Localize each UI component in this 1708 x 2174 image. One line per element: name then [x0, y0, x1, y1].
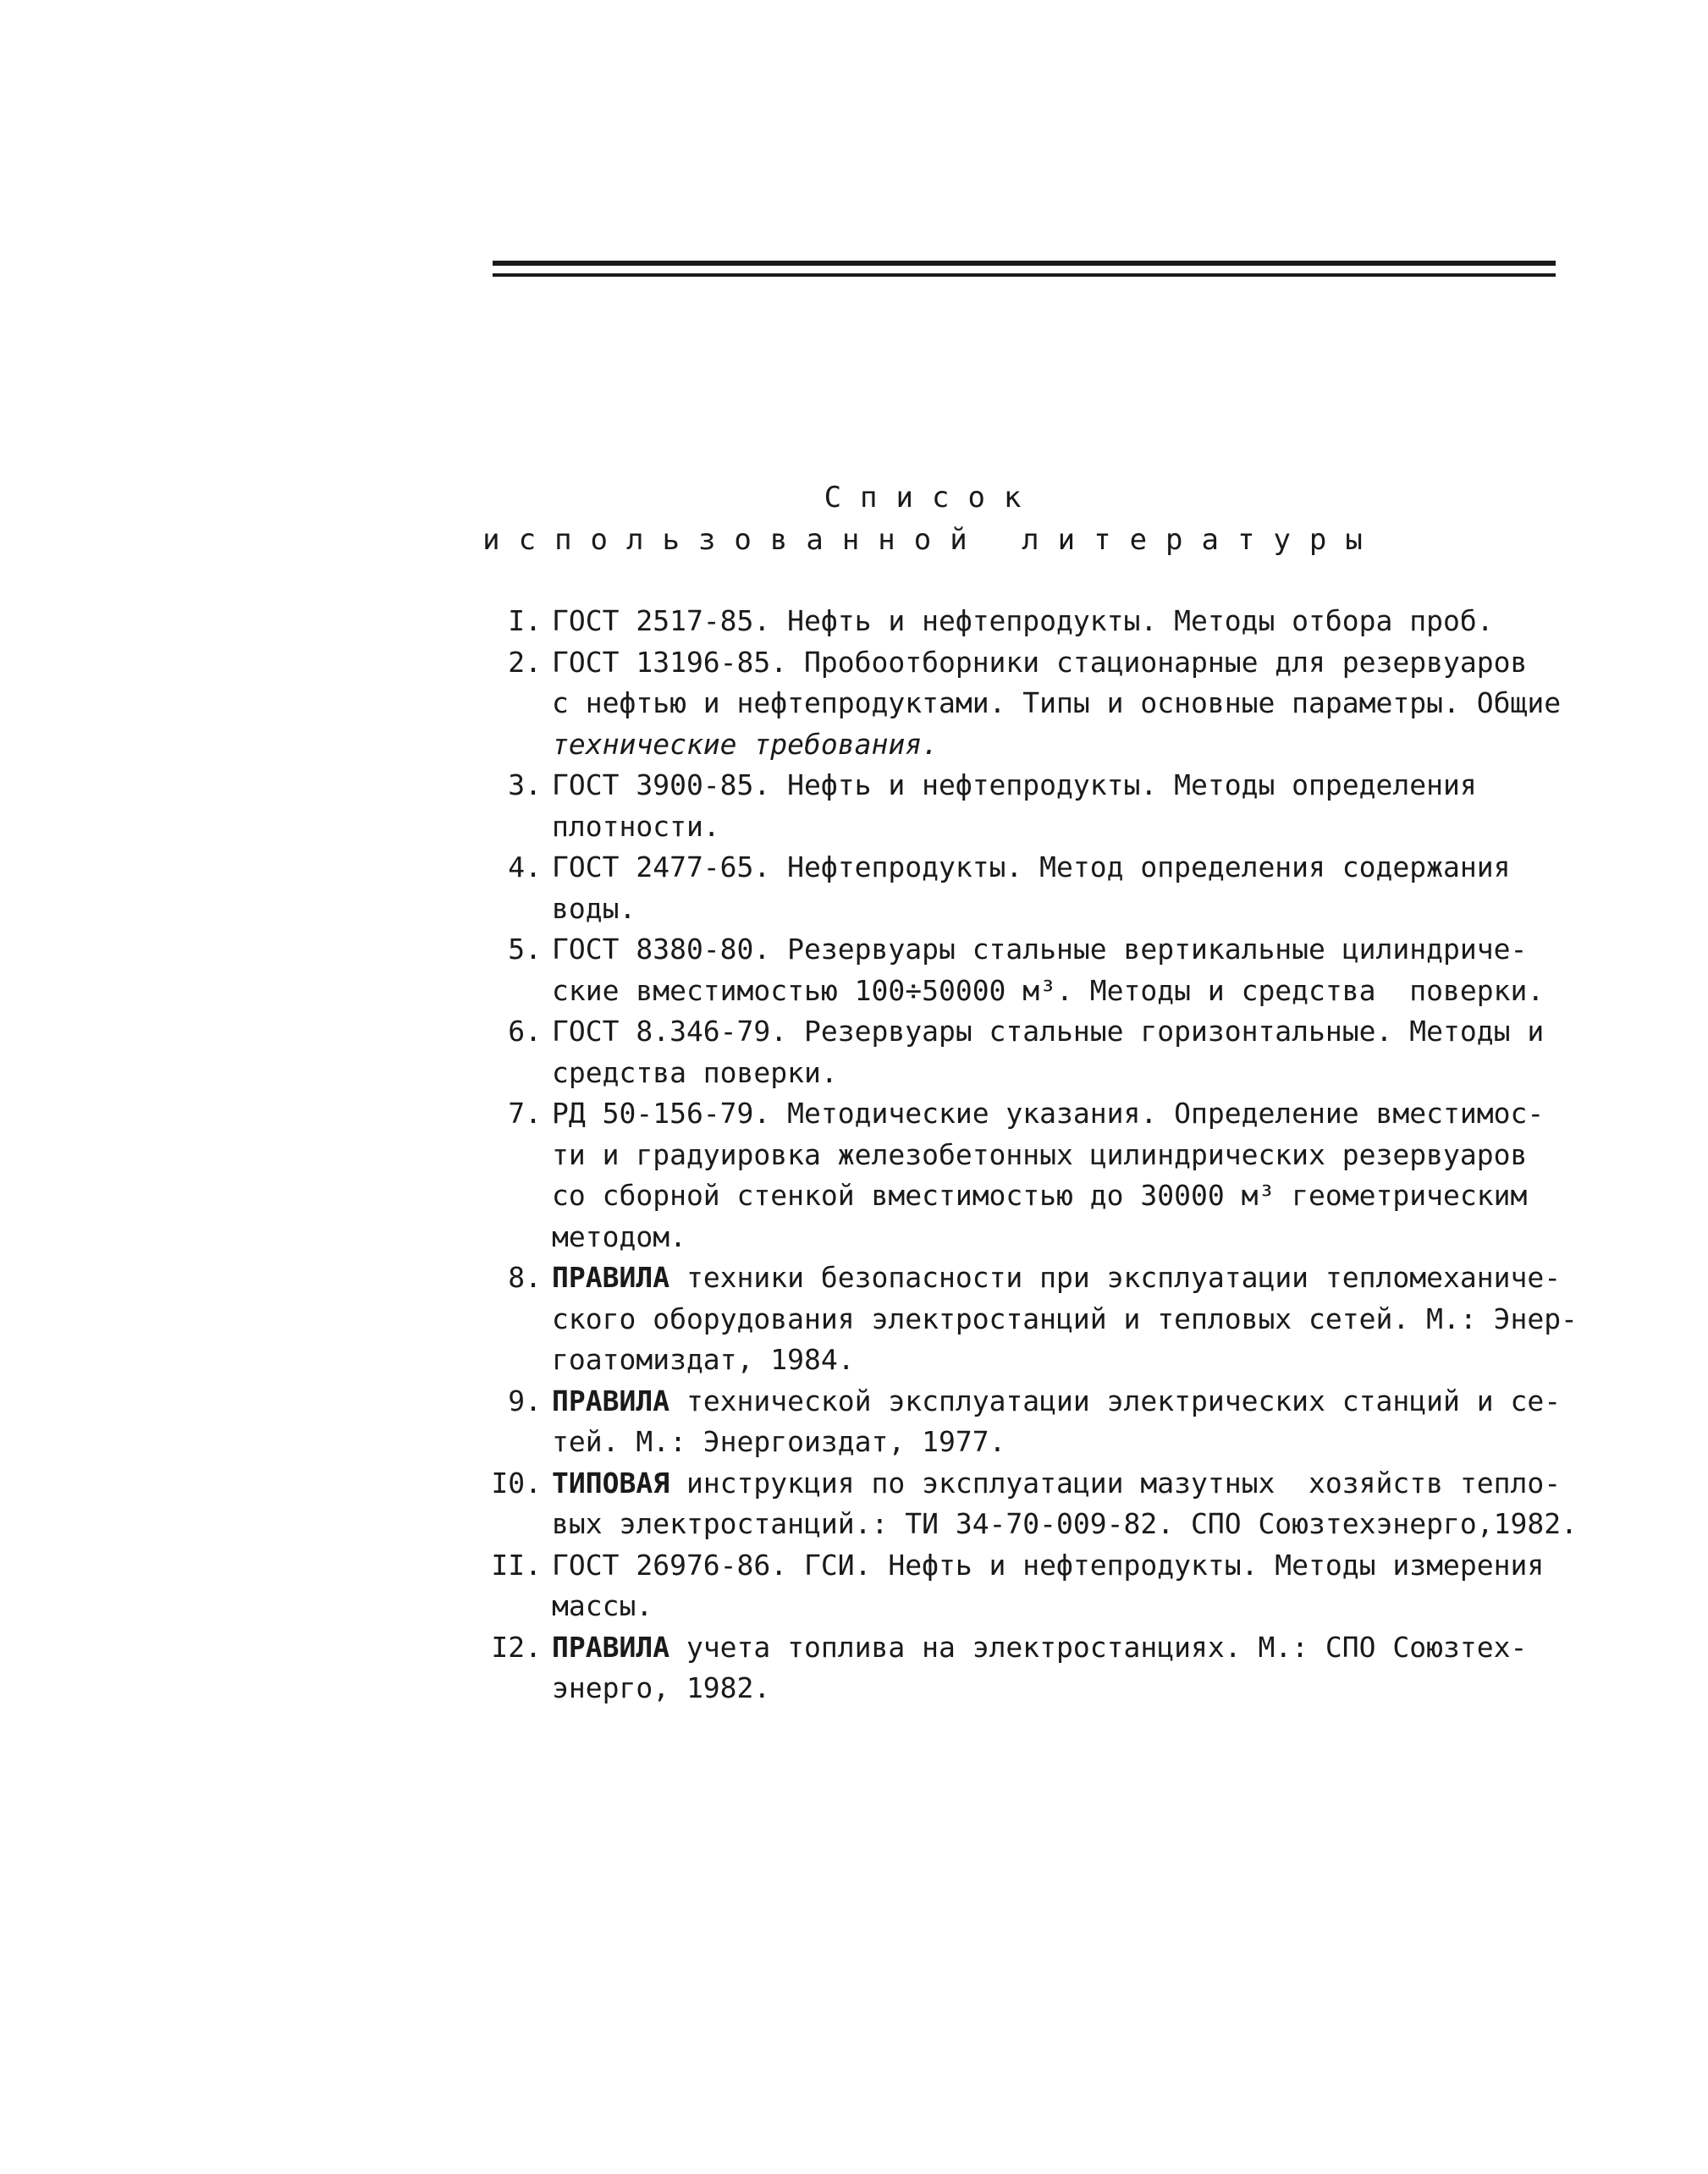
reference-line: тей. М.: Энергоиздат, 1977.: [552, 1425, 1006, 1458]
title-line-1: Список: [824, 481, 1040, 515]
reference-line: воды.: [552, 891, 636, 925]
reference-text: инструкция по эксплуатации мазутных хозяйств тепло-: [669, 1466, 1562, 1500]
reference-line: вых электростанций.: ТИ 34-70-009-82. СПО Союзтехэнерго,1982.: [552, 1507, 1578, 1540]
reference-number: 9.: [508, 1384, 542, 1417]
reference-lead-word: ПРАВИЛА: [552, 1630, 670, 1664]
reference-line: [552, 1627, 1574, 1669]
reference-text: техники безопасности при эксплуатации тепломеханиче-: [669, 1261, 1562, 1294]
reference-number: II.: [491, 1548, 542, 1582]
reference-line: технические требования.: [552, 727, 939, 761]
reference-item: [474, 1381, 1574, 1463]
reference-line: ГОСТ 2477-65. Нефтепродукты. Метод определения содержания: [552, 850, 1511, 883]
reference-line: со сборной стенкой вместимостью до 30000 м³ геометрическим: [552, 1179, 1528, 1212]
reference-number: I2.: [491, 1630, 542, 1664]
reference-text: учета топлива на электростанциях. М.: СПО Союзтех-: [669, 1630, 1528, 1664]
reference-line: ГОСТ 8.346-79. Резервуары стальные горизонтальные. Методы и: [552, 1015, 1545, 1048]
reference-item: [474, 929, 1574, 1011]
reference-line: ГОСТ 26976-86. ГСИ. Нефть и нефтепродукты. Методы измерения: [552, 1548, 1545, 1582]
reference-line: гоатомиздат, 1984.: [552, 1343, 855, 1376]
reference-lead-word: ТИПОВАЯ: [552, 1466, 670, 1500]
reference-line: плотности.: [552, 809, 720, 843]
reference-item: [474, 601, 1574, 642]
reference-item: [474, 765, 1574, 847]
title-line-2: использованной литературы: [482, 523, 1381, 557]
reference-number: 2.: [508, 645, 542, 679]
reference-line: ского оборудования электростанций и тепловых сетей. М.: Энер-: [552, 1302, 1578, 1335]
reference-number: 3.: [508, 768, 542, 801]
reference-line: [552, 1381, 1574, 1423]
reference-line: ГОСТ 13196-85. Пробоотборники стационарные для резервуаров: [552, 645, 1528, 679]
reference-number: 8.: [508, 1261, 542, 1294]
reference-text: технической эксплуатации электрических станций и се-: [669, 1384, 1562, 1417]
reference-list: [474, 601, 1578, 1709]
reference-number: I0.: [491, 1466, 542, 1500]
header-rule-top: [493, 261, 1556, 266]
reference-line: [552, 1463, 1574, 1505]
reference-item: [474, 1011, 1574, 1093]
reference-line: ти и градуировка железобетонных цилиндрических резервуаров: [552, 1137, 1528, 1171]
reference-number: I.: [508, 604, 542, 637]
reference-line: энерго, 1982.: [552, 1671, 771, 1704]
reference-item: [474, 642, 1574, 766]
reference-number: 7.: [508, 1097, 542, 1130]
reference-lead-word: ПРАВИЛА: [552, 1384, 670, 1417]
reference-line: ские вместимостью 100÷50000 м³. Методы и средства поверки.: [552, 973, 1545, 1007]
reference-line: средства поверки.: [552, 1055, 838, 1089]
reference-line: РД 50-156-79. Методические указания. Определение вместимос-: [552, 1097, 1545, 1130]
reference-line: ГОСТ 8380-80. Резервуары стальные вертикальные цилиндриче-: [552, 933, 1528, 966]
reference-item: [474, 1463, 1578, 1545]
reference-item: [474, 1627, 1574, 1709]
reference-item: [474, 1093, 1574, 1258]
reference-line: методом.: [552, 1219, 686, 1253]
reference-line: массы.: [552, 1589, 653, 1622]
reference-number: 5.: [508, 933, 542, 966]
reference-number: 4.: [508, 850, 542, 883]
reference-line: ГОСТ 2517-85. Нефть и нефтепродукты. Методы отбора проб.: [552, 604, 1494, 637]
reference-item: [474, 847, 1574, 929]
reference-number: 6.: [508, 1015, 542, 1048]
reference-item: [474, 1545, 1574, 1627]
reference-line: [552, 1258, 1574, 1299]
reference-lead-word: ПРАВИЛА: [552, 1261, 670, 1294]
reference-line: ГОСТ 3900-85. Нефть и нефтепродукты. Методы определения: [552, 768, 1477, 801]
header-rule-bottom: [493, 273, 1556, 277]
reference-line: с нефтью и нефтепродуктами. Типы и основные параметры. Общие: [552, 686, 1562, 719]
reference-item: [474, 1258, 1578, 1381]
